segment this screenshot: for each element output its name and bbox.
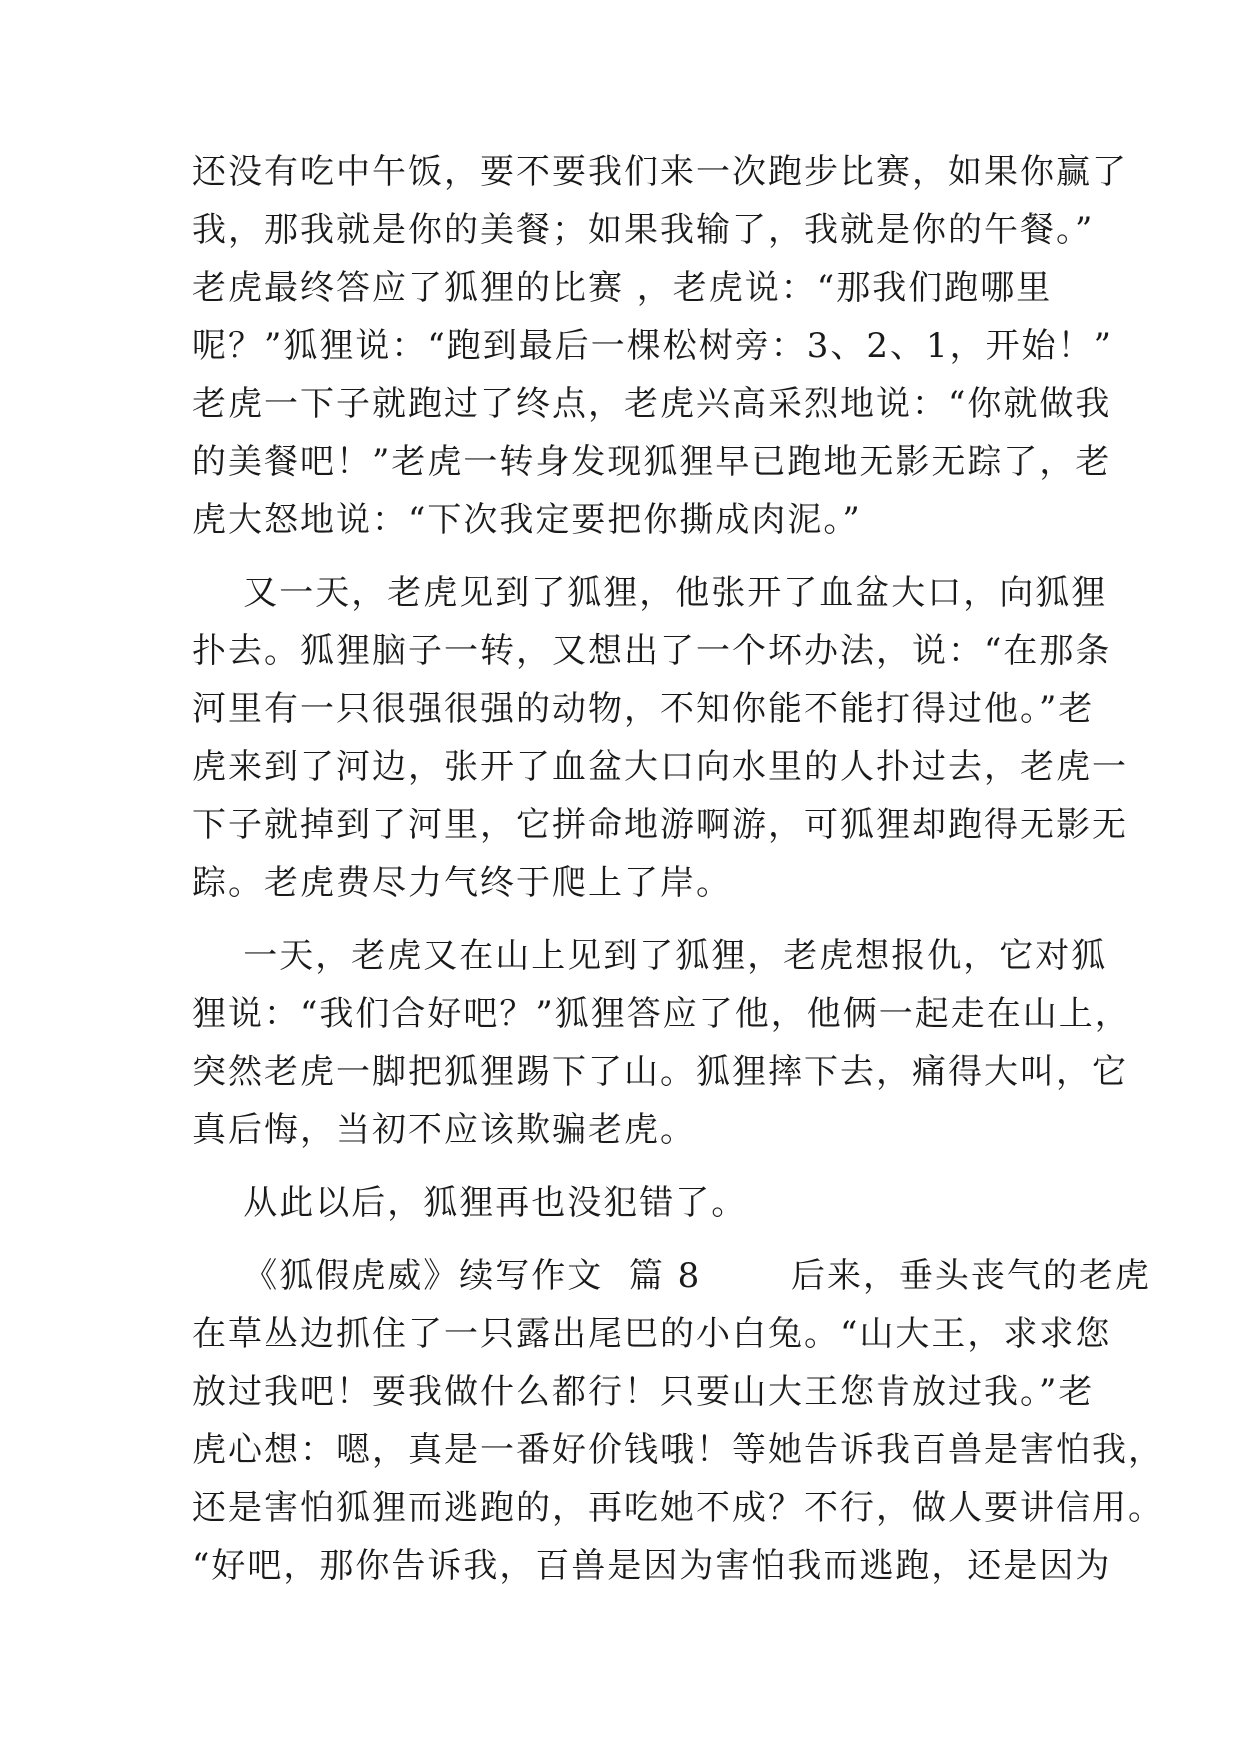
text-line: 河里有一只很强很强的动物，不知你能不能打得过他。”老 (192, 689, 1095, 729)
text-line: 狸说：“我们合好吧？”狐狸答应了他，他俩一起走在山上， (192, 994, 1131, 1034)
text-line: 老虎一下子就跑过了终点，老虎兴高采烈地说：“你就做我 (192, 384, 1112, 424)
text-line: 虎来到了河边，张开了血盆大口向水里的人扑过去，老虎一 (192, 747, 1128, 787)
text-line: 踪。老虎费尽力气终于爬上了岸。 (192, 863, 732, 903)
text-line: 在草丛边抓住了一只露出尾巴的小白兔。“山大王，求求您 (192, 1314, 1112, 1354)
text-line: “好吧，那你告诉我，百兽是因为害怕我而逃跑，还是因为 (192, 1546, 1112, 1586)
text-line: 从此以后，狐狸再也没犯错了。 (192, 1183, 748, 1223)
text-line: 老虎最终答应了狐狸的比赛 ，老虎说：“那我们跑哪里 (192, 268, 1053, 308)
text-line: 虎大怒地说：“下次我定要把你撕成肉泥。” (192, 500, 862, 540)
text-line: 扑去。狐狸脑子一转，又想出了一个坏办法，说：“在那条 (192, 631, 1112, 671)
text-line: 一天，老虎又在山上见到了狐狸，老虎想报仇，它对狐 (192, 936, 1108, 976)
text-line: 下子就掉到了河里，它拼命地游啊游，可狐狸却跑得无影无 (192, 805, 1128, 845)
text-line: 《狐假虎威》续写作文 篇 8 后来，垂头丧气的老虎 (192, 1256, 1151, 1296)
text-line: 虎心想：嗯，真是一番好价钱哦！等她告诉我百兽是害怕我， (192, 1430, 1164, 1470)
text-line: 放过我吧！要我做什么都行！只要山大王您肯放过我。”老 (192, 1372, 1095, 1412)
text-line: 突然老虎一脚把狐狸踢下了山。狐狸摔下去，痛得大叫，它 (192, 1052, 1128, 1092)
text-line: 呢？”狐狸说：“跑到最后一棵松树旁：3、2、1，开始！” (192, 326, 1114, 366)
text-line: 还没有吃中午饭，要不要我们来一次跑步比赛，如果你赢了 (192, 152, 1128, 192)
text-line: 又一天，老虎见到了狐狸，他张开了血盆大口，向狐狸 (192, 573, 1108, 613)
text-line: 我，那我就是你的美餐；如果我输了，我就是你的午餐。” (192, 210, 1095, 250)
text-line: 真后悔，当初不应该欺骗老虎。 (192, 1110, 696, 1150)
text-line: 还是害怕狐狸而逃跑的，再吃她不成？不行，做人要讲信用。 (192, 1488, 1164, 1528)
text-line: 的美餐吧！”老虎一转身发现狐狸早已跑地无影无踪了，老 (192, 442, 1112, 482)
